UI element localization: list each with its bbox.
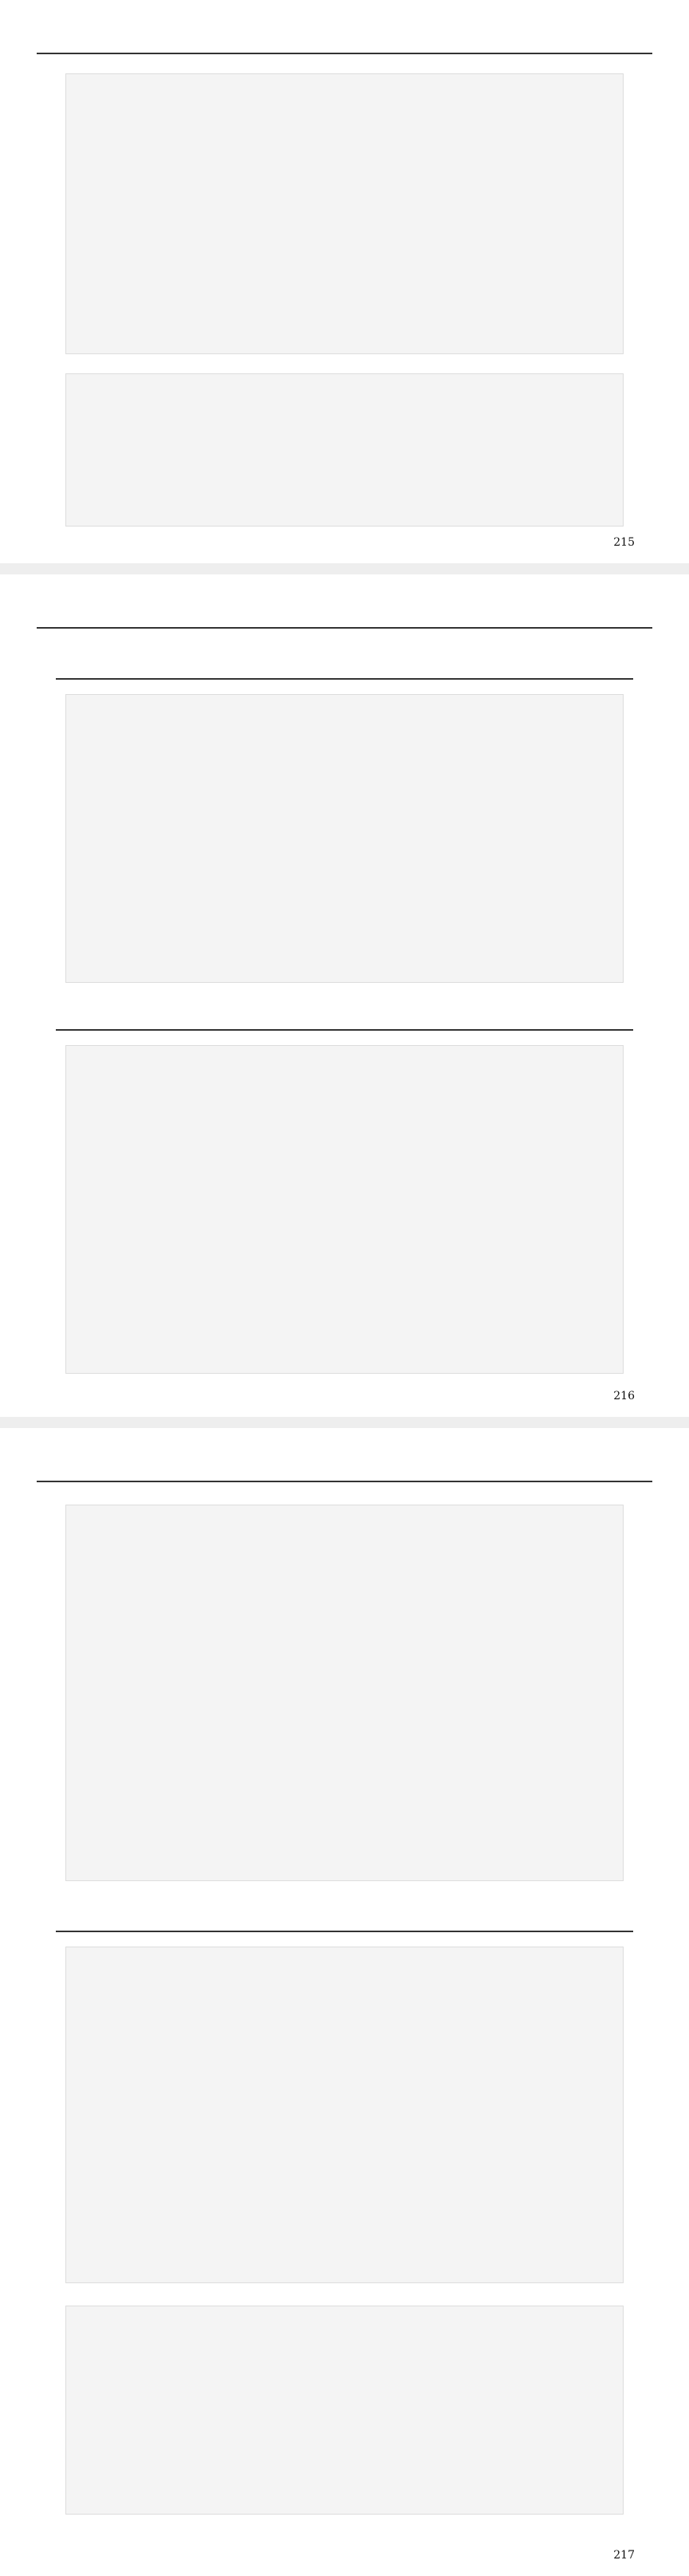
page-header <box>37 19 652 54</box>
problem-block <box>65 1045 624 1374</box>
page-2 <box>0 574 689 1417</box>
page-header <box>37 594 652 629</box>
section-heading <box>56 654 633 680</box>
problem-block <box>65 694 624 983</box>
problem-block <box>65 2306 624 2515</box>
page-number: 215 <box>613 536 635 549</box>
problem-block <box>65 73 624 354</box>
section-heading <box>56 1005 633 1031</box>
problem-block <box>65 1505 624 1881</box>
problem-block <box>65 373 624 527</box>
page-1 <box>0 0 689 563</box>
section-heading <box>56 1907 633 1932</box>
page-number: 217 <box>613 2549 635 2562</box>
page-header <box>37 1447 652 1482</box>
page-separator <box>0 563 689 574</box>
page-separator <box>0 1417 689 1428</box>
page-number: 216 <box>613 1390 635 1402</box>
page-3 <box>0 1428 689 2576</box>
problem-block <box>65 1947 624 2283</box>
